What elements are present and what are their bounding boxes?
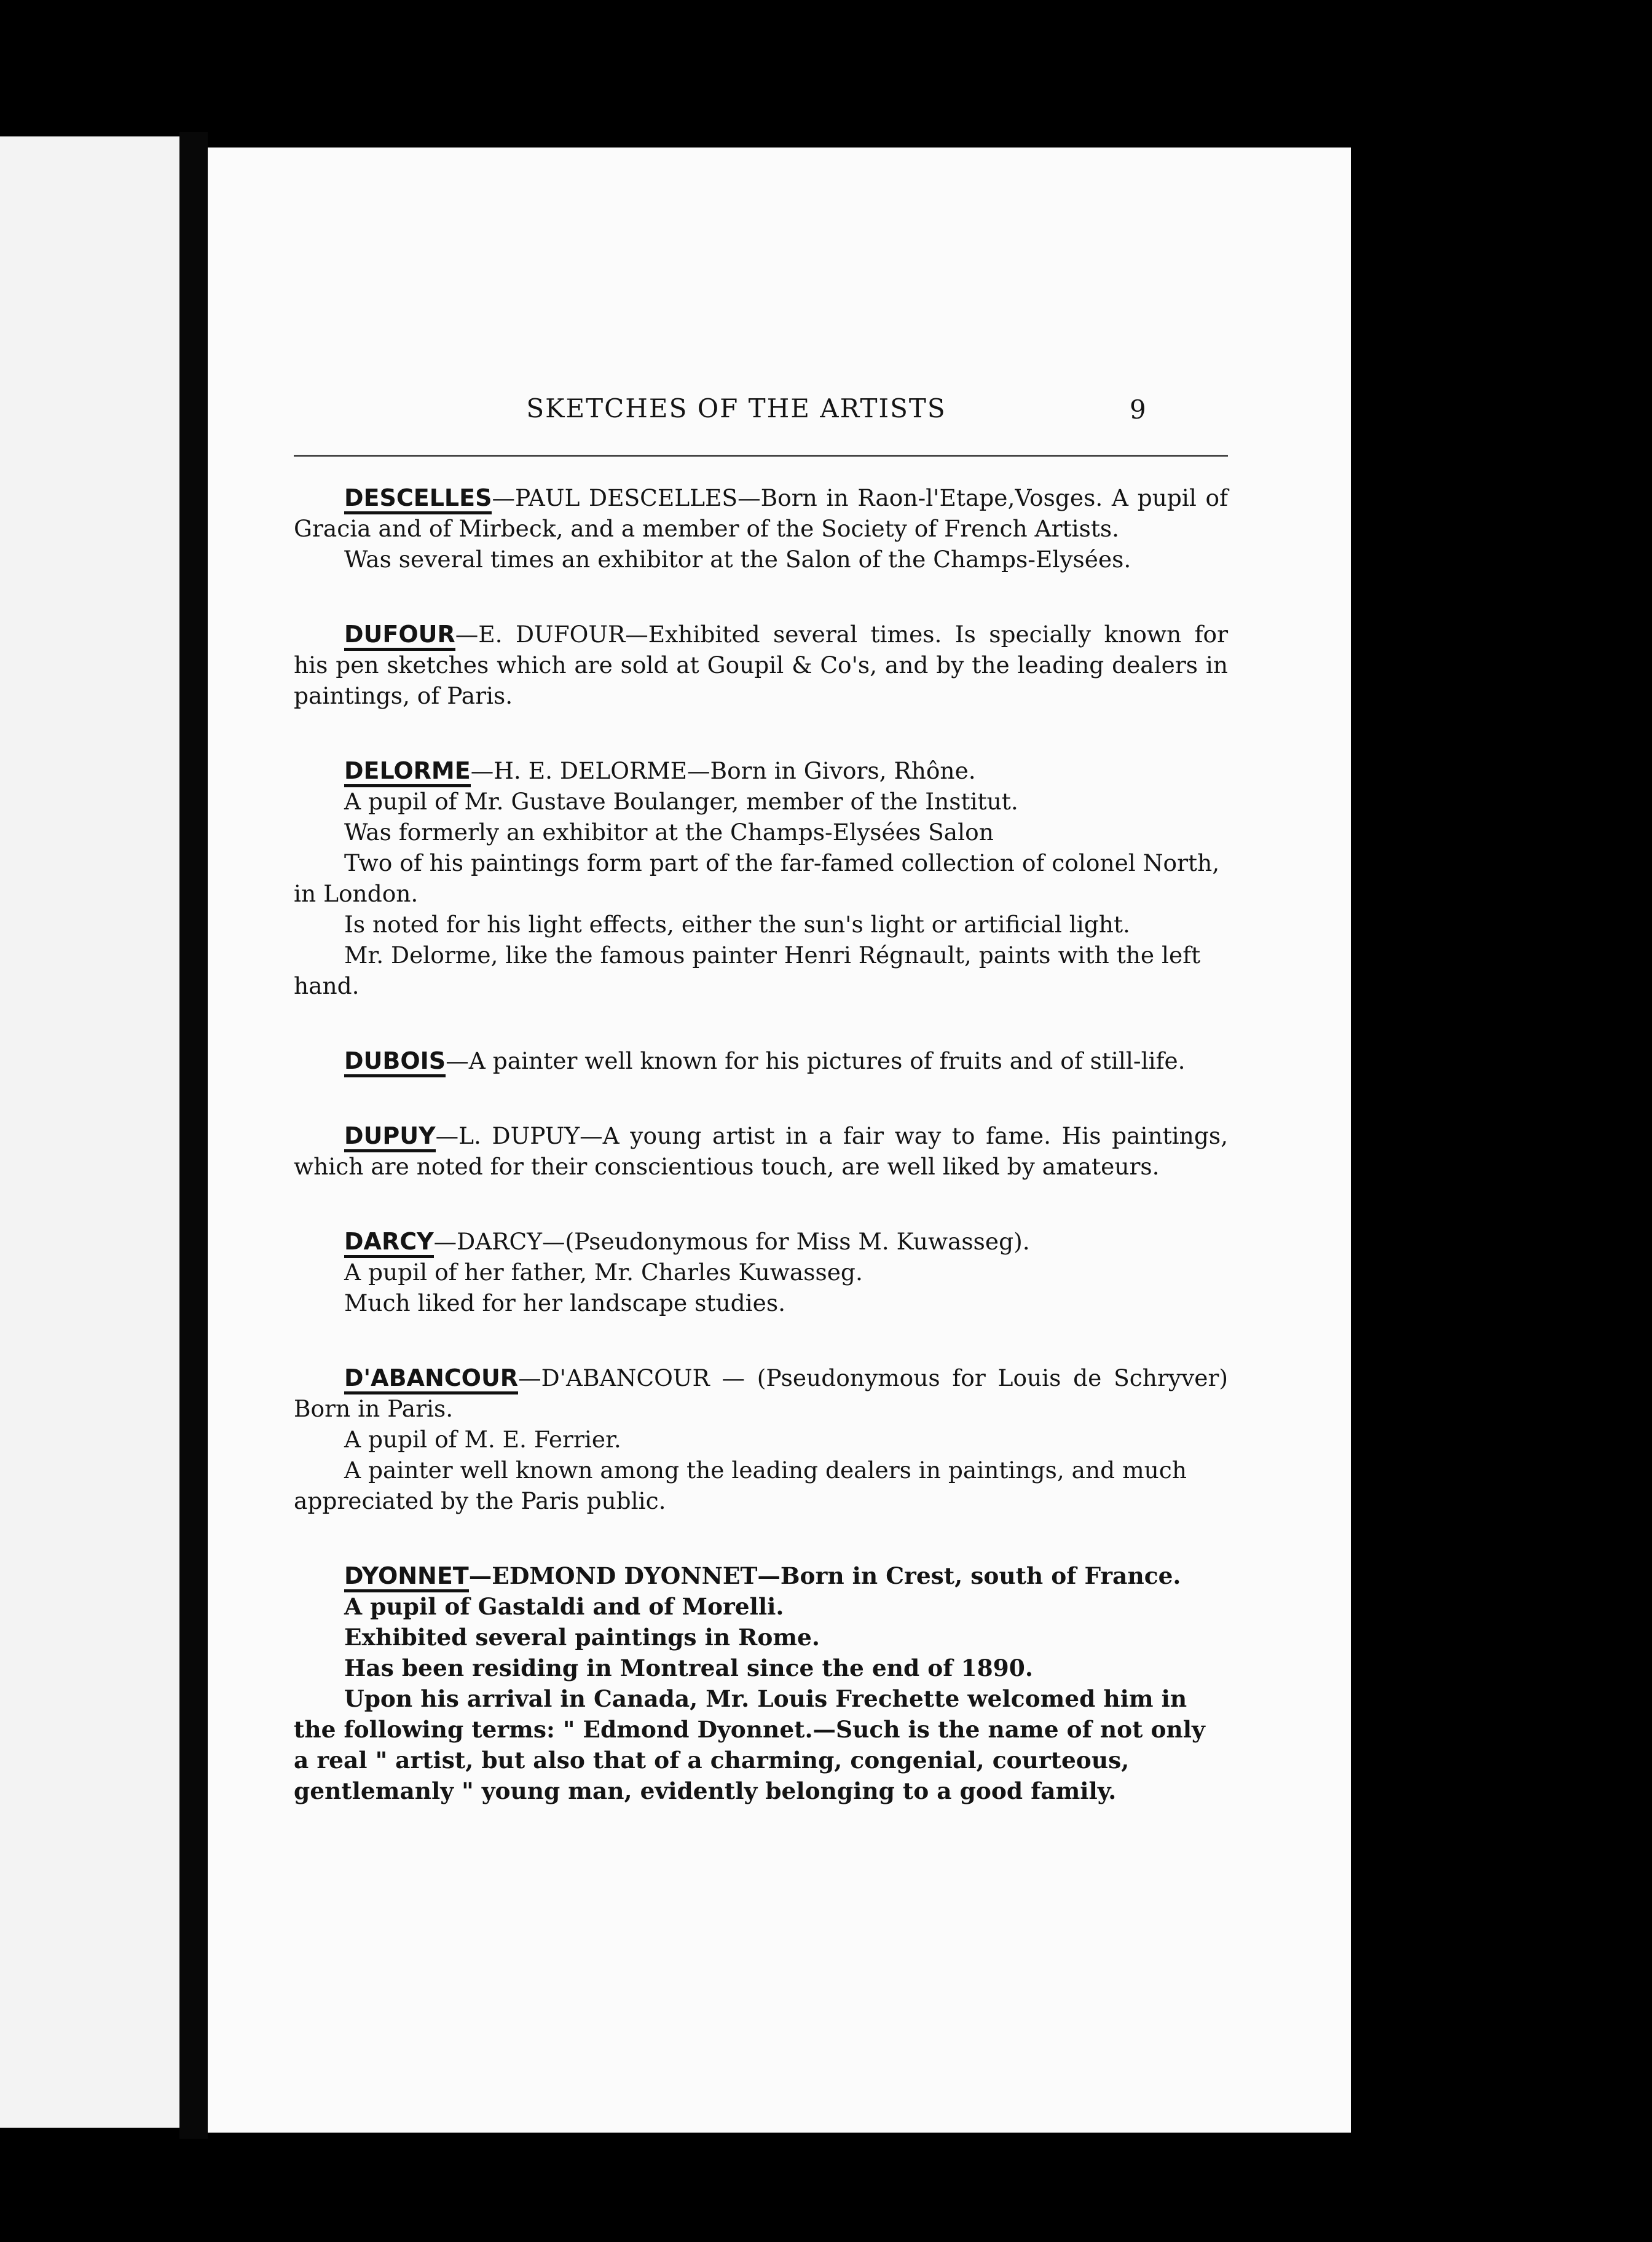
running-head <box>208 393 1351 430</box>
entry-dabancour <box>294 1363 1228 1516</box>
artist-name: DARCY <box>344 1228 434 1258</box>
artist-name: DESCELLES <box>344 484 492 514</box>
entry-descelles <box>294 482 1228 575</box>
artist-name: DUFOUR <box>344 621 455 651</box>
entry-text: —PAUL DESCELLES—Born in Raon-l'Etape,Vosges. A pupil of Gracia and of Mirbeck, and a member of the Society of French Artists. <box>294 484 1228 542</box>
entry-dupuy <box>294 1120 1228 1182</box>
entry-paragraph <box>294 755 1228 786</box>
entries-list <box>294 482 1228 1851</box>
entry-paragraph: Mr. Delorme, like the famous painter Henri Régnault, paints with the left hand. <box>294 942 1201 999</box>
entry-delorme <box>294 755 1228 1001</box>
running-head-title: SKETCHES OF THE ARTISTS <box>526 393 946 423</box>
entry-paragraph: A pupil of her father, Mr. Charles Kuwasseg. <box>344 1259 863 1286</box>
entry-text: —D'ABANCOUR — (Pseudonymous for Louis de Schryver) Born in Paris. <box>294 1364 1228 1422</box>
entry-darcy <box>294 1226 1228 1318</box>
entry-dufour <box>294 619 1228 711</box>
entry-text: —E. DUFOUR—Exhibited several times. Is specially known for his pen sketches which are sold at Goupil & Co's, and by the leading dealers in paintings, of Paris. <box>294 621 1228 709</box>
artist-name: DELORME <box>344 757 471 787</box>
entry-paragraph <box>294 1560 1228 1591</box>
facing-page-edge <box>0 136 179 2128</box>
artist-name: D'ABANCOUR <box>344 1364 518 1394</box>
entry-paragraph: Has been residing in Montreal since the end of 1890. <box>344 1654 1033 1682</box>
book-gutter <box>179 132 208 2139</box>
entry-dubois <box>294 1045 1228 1076</box>
entry-text: —DARCY—(Pseudonymous for Miss M. Kuwasseg). <box>433 1228 1030 1255</box>
entry-text: —L. DUPUY—A young artist in a fair way to fame. His paintings, which are noted for their conscientious touch, are well liked by amateurs. <box>294 1122 1228 1180</box>
entry-paragraph: Upon his arrival in Canada, Mr. Louis Frechette welcomed him in the following terms: " Edmond Dyonnet.—Such is the name of not only a real " artist, but also that of a charming, congenial, courteous, gentlemanly " young man, evidently belonging to a good family. <box>294 1685 1205 1804</box>
entry-dyonnet <box>294 1560 1228 1806</box>
entry-paragraph <box>294 482 1228 544</box>
entry-paragraph <box>294 619 1228 711</box>
entry-paragraph: A pupil of Mr. Gustave Boulanger, member of the Institut. <box>344 788 1018 815</box>
entry-paragraph: A pupil of Gastaldi and of Morelli. <box>344 1593 784 1620</box>
entry-paragraph: A painter well known among the leading dealers in paintings, and much appreciated by the Paris public. <box>294 1457 1187 1514</box>
artist-name: DUPUY <box>344 1122 436 1152</box>
entry-text: —EDMOND DYONNET—Born in Crest, south of France. <box>468 1562 1181 1589</box>
artist-name: DYONNET <box>344 1562 469 1592</box>
page-sheet <box>208 148 1351 2133</box>
artist-name: DUBOIS <box>344 1047 446 1077</box>
entry-paragraph <box>294 1363 1228 1424</box>
entry-paragraph: Is noted for his light effects, either the sun's light or artificial light. <box>344 911 1130 938</box>
entry-text: —A painter well known for his pictures of fruits and of still-life. <box>446 1047 1186 1074</box>
entry-paragraph: A pupil of M. E. Ferrier. <box>344 1426 621 1453</box>
entry-paragraph <box>294 1120 1228 1182</box>
entry-paragraph: Much liked for her landscape studies. <box>344 1289 785 1316</box>
entry-paragraph: Two of his paintings form part of the far-famed collection of colonel North, in London. <box>294 849 1220 907</box>
entry-paragraph: Was several times an exhibitor at the Salon of the Champs-Elysées. <box>344 546 1131 573</box>
entry-paragraph <box>294 1226 1228 1257</box>
header-rule <box>294 455 1228 457</box>
entry-paragraph <box>294 1045 1228 1076</box>
page-number: 9 <box>1130 395 1146 425</box>
entry-paragraph: Exhibited several paintings in Rome. <box>344 1624 820 1651</box>
entry-paragraph: Was formerly an exhibitor at the Champs-Elysées Salon <box>344 819 994 846</box>
entry-text: —H. E. DELORME—Born in Givors, Rhône. <box>470 757 976 784</box>
